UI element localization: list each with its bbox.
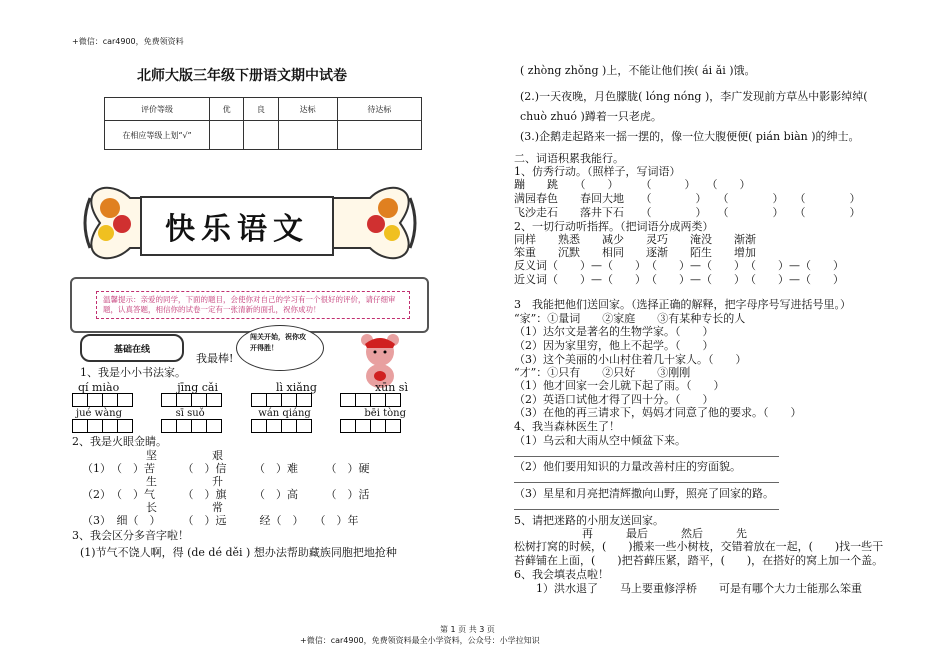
char-hint: 常 (212, 501, 223, 514)
banner-box (140, 196, 334, 256)
pinyin-label: sī suǒ (175, 408, 205, 419)
s1-title: 1、仿秀行动。（照样子，写词语） (514, 165, 681, 178)
section-2-title: 二、词语积累我能行。 (514, 152, 624, 165)
page-title: 北师大版三年级下册语文期中试卷 (137, 68, 347, 84)
s3-jia-2: （2）因为家里穷，他上不起学。（ ） (514, 339, 714, 352)
s3-cai-2: （2）英语口试他才得了四十分。（ ） (514, 393, 714, 406)
s1-row-c: 飞沙走石 落井下石 （ ） （ ） （ ） (514, 206, 861, 219)
q2-row-3: （3） 细（ ） （ ）远 经（ ） （ ）年 (82, 514, 359, 527)
q2-row-1: （1） （ ）苦 （ ）信 （ ）难 （ ）硬 (82, 462, 370, 475)
speech-text: 闯关开始，祝你攻开得胜！ (250, 333, 306, 352)
question-1-label: 1、我是小小书法家。 (80, 366, 186, 379)
s5-title: 5、请把迷路的小朋友送回家。 (514, 514, 664, 527)
eval-header: 评价等级 (105, 98, 210, 121)
footer-note: +微信：car4900，免费领资料最全小学资料，公众号：小学拉知识 (300, 636, 540, 645)
pinyin-label: xūn sì (374, 381, 408, 394)
q2-row-2: （2） （ ）气 （ ）旗 （ ）高 （ ）活 (82, 488, 370, 501)
r-line-3: chuò zhuó )蹲着一只老虎。 (520, 110, 662, 123)
r-line-2: (2.)一天夜晚，月色朦胧( lóng nóng )，李广发现前方草丛中影影绰绰( (520, 90, 868, 103)
s2-antonyms: 反义词（ ）—（ ） （ ）—（ ） （ ）—（ ） (514, 259, 844, 272)
s3-title: 3 我能把他们送回家。（选择正确的解释，把字母序号写进括号里。） (514, 298, 851, 311)
page-number: 第 1 页 共 3 页 (440, 625, 495, 634)
s5-line-b: 苔藓铺在上面，( )把苔藓压紧，踏平，( )，在搭好的窝上加一个盖。 (514, 554, 884, 567)
s1-row-b: 满园春色 春回大地 （ ） （ ） （ ） (514, 192, 861, 205)
pinyin-label: jīng cǎi (177, 381, 218, 394)
eval-header: 优 (210, 98, 244, 121)
char-hint: 生 (146, 475, 157, 488)
q3-line-1: (1)节气不饶人啊，得 (de dé děi ) 想办法帮助藏族同胞把地抢种 (80, 546, 397, 559)
s3-cai-3: （3）在他的再三请求下，妈妈才同意了他的要求。（ ） (514, 406, 802, 419)
header-note: +微信：car4900，免费领资料 (72, 37, 184, 46)
evaluation-table (104, 97, 422, 150)
behind-text-1: 我最棒! (196, 352, 234, 365)
s4-sentence-3: （3）星星和月亮把清辉撒向山野，照亮了回家的路。 (514, 487, 774, 500)
eval-row-label: 在相应等级上划“√” (105, 121, 210, 150)
pinyin-label: lì xiǎng (275, 381, 317, 394)
writing-grid-row-2 (72, 419, 412, 433)
eval-cell[interactable] (244, 121, 278, 150)
question-2-label: 2、我是火眼金睛。 (72, 435, 167, 448)
pinyin-label: bēi tòng (364, 408, 406, 419)
tab-basic: 基础在线 (80, 334, 184, 362)
s3-cai-def: “才”：①只有 ②只好 ③刚刚 (514, 366, 691, 379)
s3-jia-3: （3）这个美丽的小山村住着几十家人。（ ） (514, 353, 747, 366)
s2-synonyms: 近义词（ ）—（ ） （ ）—（ ） （ ）—（ ） (514, 273, 844, 286)
eval-header: 达标 (278, 98, 337, 121)
tip-text: 温馨提示：亲爱的同学，下面的题目，会使你对自己的学习有一个很好的评价，请仔细审题，认真答题，相信你的试卷一定有一张清新的面孔，祝你成功！ (96, 291, 410, 319)
answer-line[interactable] (514, 456, 779, 457)
answer-line[interactable] (514, 482, 779, 483)
s4-sentence-1: （1）乌云和大雨从空中倾盆下来。 (514, 434, 686, 447)
s3-jia-def: “家”：①量词 ②家庭 ③有某种专长的人 (514, 312, 746, 325)
s3-jia-1: （1）达尔文是著名的生物学家。（ ） (514, 325, 714, 338)
s4-sentence-2: （2）他们要用知识的力量改善村庄的穷面貌。 (514, 460, 741, 473)
pinyin-label: wán qiáng (258, 408, 311, 419)
answer-line[interactable] (514, 509, 779, 510)
char-hint: 坚 (146, 449, 157, 462)
s6-title: 6、我会填表点啦！ (514, 568, 609, 581)
s1-row-a: 蹦 跳 （ ） （ ） （ ） (514, 178, 751, 191)
char-hint: 艰 (212, 449, 223, 462)
banner-title: 快乐语文 (165, 212, 309, 247)
eval-cell[interactable] (210, 121, 244, 150)
char-hint: 升 (212, 475, 223, 488)
question-3-label: 3、我会区分多音字啦！ (72, 529, 189, 542)
s6-line-a: 1）洪水退了 马上要重修浮桥 可是有哪个大力士能那么笨重 (536, 582, 862, 595)
char-hint: 长 (146, 501, 157, 514)
s5-word-bank: 再 最后 然后 先 (582, 527, 747, 540)
eval-header: 待达标 (337, 98, 421, 121)
eval-cell[interactable] (278, 121, 337, 150)
eval-cell[interactable] (337, 121, 421, 150)
r-line-1: ( zhòng zhǒng )上，不能让他们挨( ái ǎi )饿。 (520, 64, 756, 77)
s2-title: 2、一切行动听指挥。（把词语分成两类） (514, 220, 714, 233)
s2-words-b: 笨重 沉默 相同 逐渐 陌生 增加 (514, 246, 756, 259)
pinyin-label: jué wàng (76, 408, 123, 419)
eval-header: 良 (244, 98, 278, 121)
writing-grid-row-1 (72, 393, 412, 407)
s4-title: 4、我当森林医生了！ (514, 420, 620, 433)
s2-words-a: 同样 熟悉 减少 灵巧 淹没 渐渐 (514, 233, 756, 246)
s3-cai-1: （1）他才回家一会儿就下起了雨。（ ） (514, 379, 725, 392)
r-line-4: (3.)企鹅走起路来一摇一摆的，像一位大腹便便( pián biàn )的绅士。 (520, 130, 860, 143)
pinyin-label: qí miào (78, 381, 120, 394)
s5-line-a: 松树打窝的时候，( )搬来一些小树枝，交错着放在一起，( )找一些干 (514, 540, 884, 553)
